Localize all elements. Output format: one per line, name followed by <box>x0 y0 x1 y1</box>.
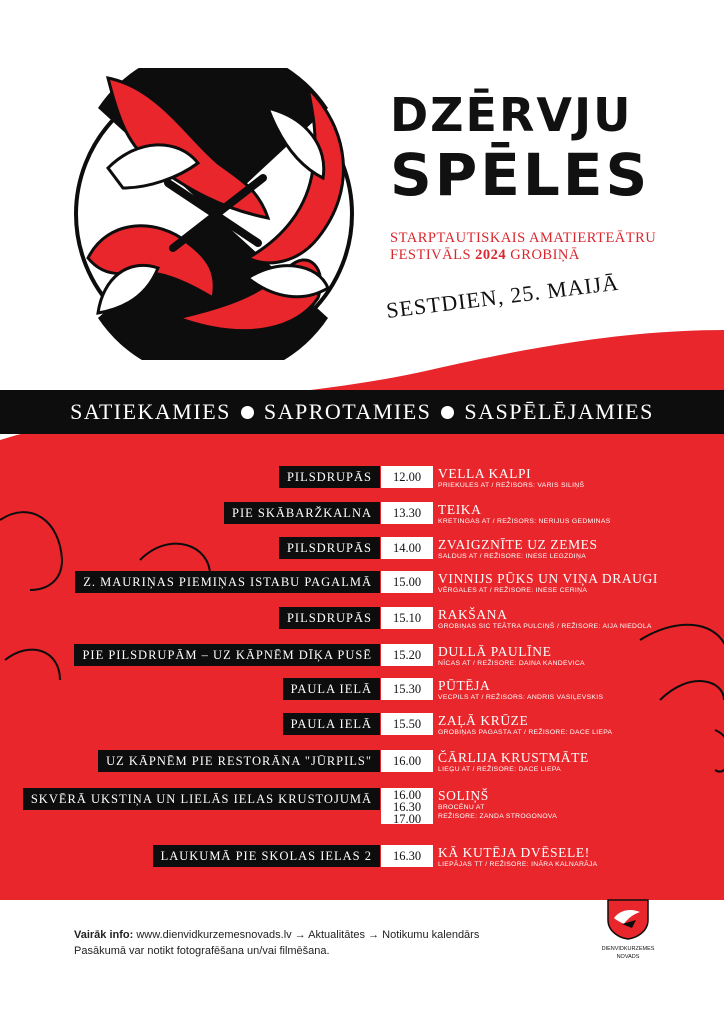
subtitle-line-1: STARPTAUTISKAIS AMATIERTEĀTRU <box>390 230 657 246</box>
title-line-1: DZĒRVJU <box>390 88 633 142</box>
bullet-dot-icon <box>241 406 254 419</box>
row-show <box>438 607 718 631</box>
slogan-band <box>0 390 724 434</box>
row-location: PILSDRUPĀS <box>279 537 380 559</box>
slogan-word-2: SAPROTAMIES <box>263 399 432 424</box>
row-time-1: 16.00 <box>392 788 422 802</box>
show-info: NĪCAS AT / REŽISORE: DAINA KANDEVICA <box>438 660 585 667</box>
row-location: UZ KĀPNĒM PIE RESTORĀNA "JŪRPILS" <box>98 750 380 772</box>
row-time: 15.10 <box>381 607 433 629</box>
title-line-2: SPĒLES <box>390 141 651 209</box>
row-show <box>438 845 718 869</box>
slogan-word-3: SASPĒLĒJAMIES <box>464 399 654 424</box>
row-location: PIE SKĀBARŽKALNA <box>224 502 380 524</box>
show-info: BROCĒNU AT <box>438 804 485 811</box>
row-location: PIE PILSDRUPĀM – UZ KĀPNĒM DĪĶA PUSĒ <box>74 644 380 666</box>
show-title: DULLĀ PAULĪNE <box>438 644 552 659</box>
row-time-3: 17.00 <box>392 812 422 826</box>
row-time: 16.00 <box>381 750 433 772</box>
show-title: SOLIŅŠ <box>438 788 489 803</box>
row-show <box>438 678 718 702</box>
row-time: 15.00 <box>381 571 433 593</box>
show-title: KĀ KUTĒJA DVĒSELE! <box>438 845 590 860</box>
event-date: SESTDIEN, 25. MAIJĀ <box>384 269 621 324</box>
crest-caption-1: DIENVIDKURZEMES <box>601 946 655 952</box>
show-info: REŽISORE: ZANDA STROGONOVA <box>438 813 558 820</box>
row-location: PILSDRUPĀS <box>279 466 380 488</box>
row-location: PILSDRUPĀS <box>279 607 380 629</box>
storks-circle-logo-icon <box>68 68 360 360</box>
row-time: 14.00 <box>381 537 433 559</box>
show-title: PŪTĒJA <box>438 678 491 693</box>
row-time-2: 16.30 <box>392 800 422 814</box>
footer-info <box>74 927 479 959</box>
show-info: VĒRGALES AT / REŽISORE: INESE CERIŅA <box>438 587 588 594</box>
row-show <box>438 571 718 595</box>
row-show <box>438 466 718 490</box>
show-info: LIEPĀJAS TT / REŽISORE: INĀRA KALNARĀJA <box>438 861 598 868</box>
row-location: SKVĒRĀ UKSTIŅA UN LIELĀS IELAS KRUSTOJUMĀ <box>23 788 380 810</box>
show-title: ČĀRLIJA KRUSTMĀTE <box>438 750 589 765</box>
row-time: 15.30 <box>381 678 433 700</box>
subtitle-town: GROBIŅĀ <box>510 247 580 264</box>
row-time: 15.20 <box>381 644 433 666</box>
row-show <box>438 644 718 668</box>
show-info: GROBIŅAS PAGASTA AT / REŽISORE: DACE LIEPA <box>438 729 613 736</box>
show-info: GROBIŅAS SIC TEĀTRA PULCIŅŠ / REŽISORE: AIJA NIEDOLA <box>438 623 652 630</box>
municipality-coat-of-arms-icon <box>606 898 650 940</box>
row-time: 15.50 <box>381 713 433 735</box>
footer-link[interactable]: www.dienvidkurzemesnovads.lv → Aktualitātes → Notikumu kalendārs <box>136 929 480 941</box>
show-title: TEIKA <box>438 502 482 517</box>
show-title: VELLA KALPI <box>438 466 532 481</box>
show-info: PRIEKULES AT / REŽISORS: VARIS SILIŅŠ <box>438 482 585 489</box>
show-title: RAKŠANA <box>438 607 508 622</box>
show-info: LIEĢU AT / REŽISORE: DACE LIEPA <box>438 766 561 773</box>
municipality-crest <box>598 898 658 960</box>
row-show <box>438 502 718 526</box>
row-time: 12.00 <box>381 466 433 488</box>
crest-caption-2: NOVADS <box>616 954 640 960</box>
row-location: PAULA IELĀ <box>283 678 380 700</box>
festival-subtitle <box>390 230 710 265</box>
row-time <box>381 788 433 824</box>
show-title: ZVAIGZNĪTE UZ ZEMES <box>438 537 598 552</box>
footer-more-label: Vairāk info: <box>74 929 134 941</box>
footer-note: Pasākumā var notikt fotografēšana un/vai filmēšana. <box>74 945 330 957</box>
show-title: VINNIJS PŪKS UN VIŅA DRAUGI <box>438 571 658 586</box>
row-show <box>438 788 718 821</box>
row-location: Z. MAURIŅAS PIEMIŅAS ISTABU PAGALMĀ <box>75 571 380 593</box>
slogan-word-1: SATIEKAMIES <box>70 399 231 424</box>
row-show <box>438 713 718 737</box>
row-show <box>438 750 718 774</box>
subtitle-festival: FESTIVĀLS <box>390 247 472 264</box>
subtitle-year: 2024 <box>475 247 507 264</box>
row-time: 16.30 <box>381 845 433 867</box>
row-location: LAUKUMĀ PIE SKOLAS IELAS 2 <box>153 845 380 867</box>
row-location: PAULA IELĀ <box>283 713 380 735</box>
row-show <box>438 537 718 561</box>
bullet-dot-icon <box>441 406 454 419</box>
festival-title <box>390 88 710 209</box>
show-info: KRETINGAS AT / REŽISORS: NERIJUS GEDMINAS <box>438 518 611 525</box>
row-time: 13.30 <box>381 502 433 524</box>
show-info: SALDUS AT / REŽISORE: INESE LEGZDIŅA <box>438 553 587 560</box>
show-info: VECPILS AT / REŽISORS: ANDRIS VASIĻEVSKIS <box>438 694 604 701</box>
show-title: ZAĻĀ KRŪZE <box>438 713 529 728</box>
